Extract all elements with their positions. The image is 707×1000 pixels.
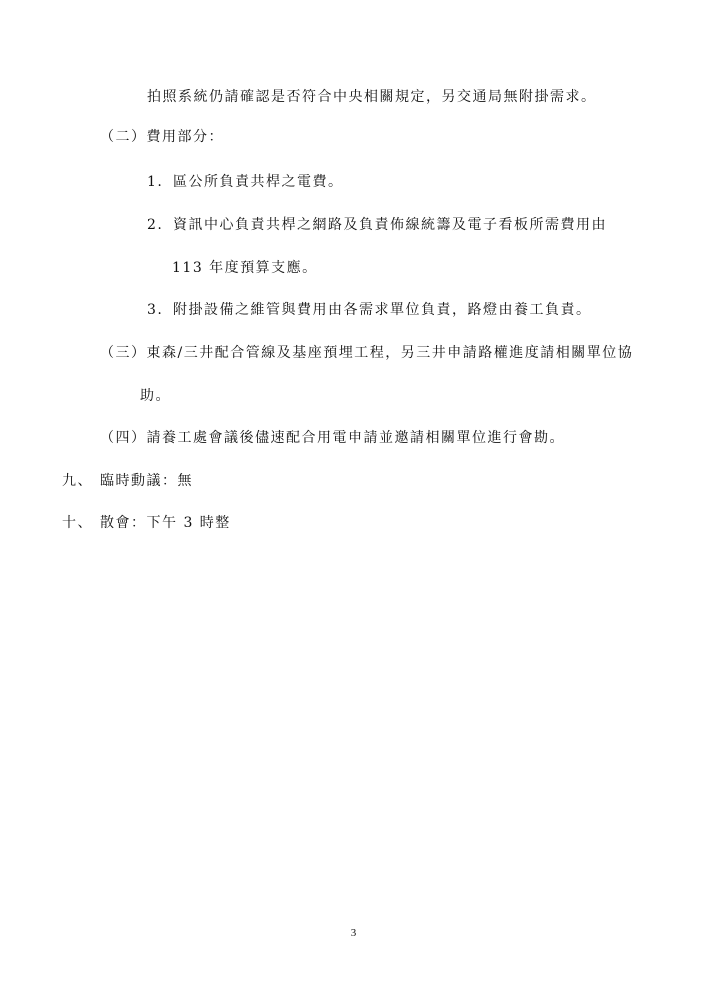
text-line-photo-system: 拍照系統仍請確認是否符合中央相關規定，另交通局無附掛需求。 <box>147 89 597 105</box>
section-paragraph-power: （四）請養工處會議後儘速配合用電申請並邀請相關單位進行會勘。 <box>100 430 565 446</box>
item-number: 九、 <box>62 473 93 489</box>
item-extraordinary-motions <box>62 471 193 491</box>
item-adjournment <box>62 513 231 533</box>
list-number: 1. <box>147 174 164 190</box>
item-number: 十、 <box>62 515 93 531</box>
list-item-3 <box>147 300 592 320</box>
list-item-2 <box>147 215 607 235</box>
item-text: 臨時動議：無 <box>100 473 193 489</box>
list-item-1 <box>147 172 344 192</box>
section-paragraph-pipeline: （三）東森/三井配合管線及基座預埋工程，另三井申請路權進度請相關單位協 <box>100 345 634 361</box>
section-paragraph-continuation: 助。 <box>140 388 171 404</box>
list-item-2-continuation: 113 年度預算支應。 <box>172 260 318 276</box>
page-number: 3 <box>350 927 357 939</box>
item-text: 散會：下午 3 時整 <box>100 515 231 531</box>
list-item-text: 附掛設備之維管與費用由各需求單位負責，路燈由養工負責。 <box>173 302 592 318</box>
list-number: 2. <box>147 217 164 233</box>
list-number: 3. <box>147 302 164 318</box>
list-item-text: 區公所負責共桿之電費。 <box>173 174 344 190</box>
list-item-text: 資訊中心負責共桿之網路及負責佈線統籌及電子看板所需費用由 <box>173 217 607 233</box>
section-heading-costs: （二）費用部分： <box>100 129 224 145</box>
